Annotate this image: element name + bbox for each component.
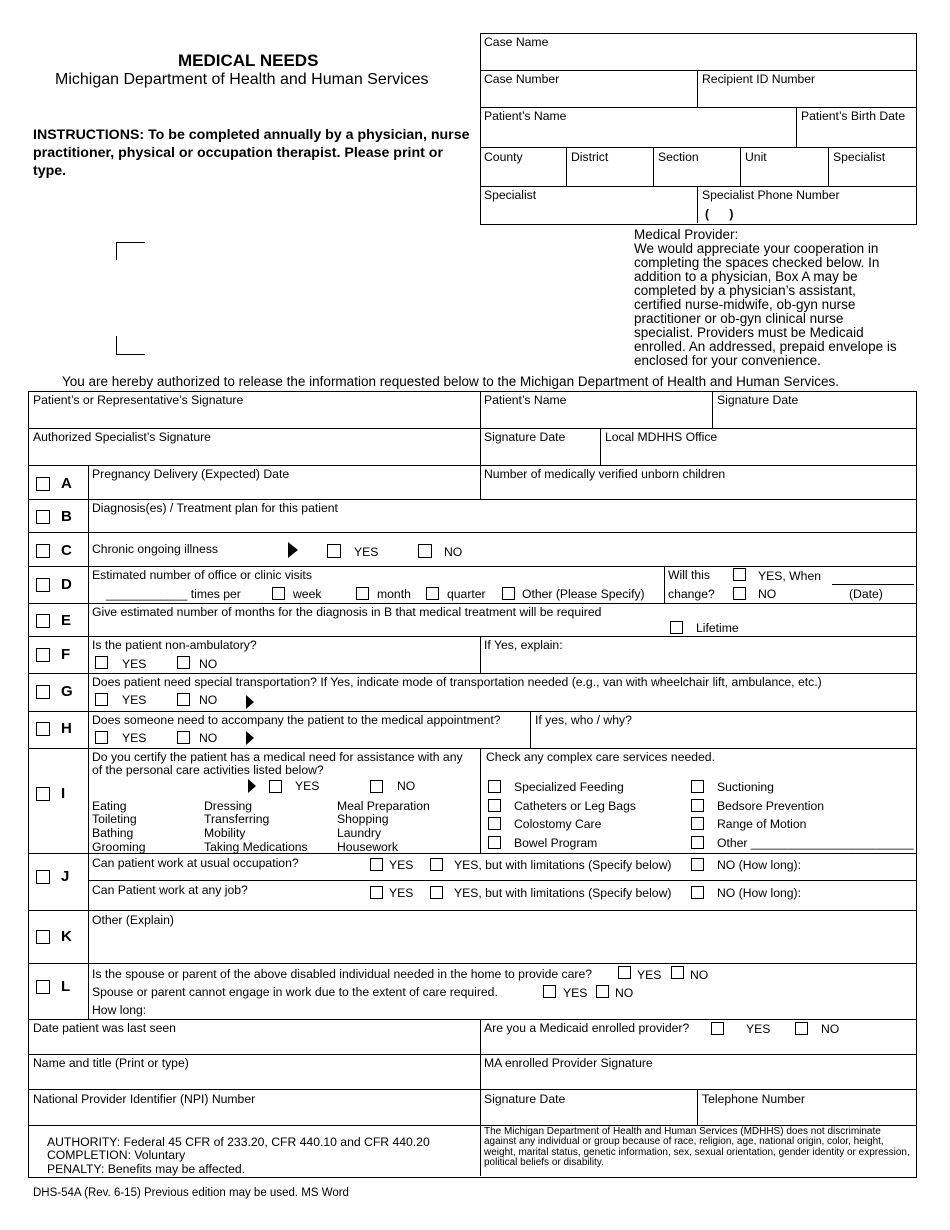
section-i-letter: I [61,785,66,802]
transportation-yes-label: YES [122,693,147,707]
phone-parens: ( ) [705,207,734,221]
section-a-letter: A [61,475,72,492]
usual-occupation-limited-checkbox[interactable] [430,858,443,871]
personal-care-yes-label: YES [295,779,320,793]
who-why-input[interactable] [535,729,910,745]
section-j-letter: J [61,868,70,885]
activity-item: Housework [337,840,398,854]
specialist-code-label: Specialist [833,150,886,164]
nondiscrimination-notice: The Michigan Department of Health and Human Services (MDHHS) does not discriminate against any individual or group because of race, religion, age, national origin, color, height, weight, marital status, genetic information, sex, sexual orientation, gender identity or expression, political beliefs or disability. [484,1126,910,1168]
colostomy-checkbox[interactable] [488,817,501,830]
accompany-label: Does someone need to accompany the patient to the medical appointment? [92,713,501,727]
visits-label: Estimated number of office or clinic visits [92,568,312,582]
specialist-phone-label: Specialist Phone Number [702,188,840,202]
accompany-no-label: NO [199,731,218,745]
caregiver-work-label: Spouse or parent cannot engage in work due to the extent of care required. [92,985,498,999]
ma-signature-input[interactable] [484,1072,909,1087]
suctioning-checkbox[interactable] [691,780,704,793]
transportation-yes-checkbox[interactable] [95,693,108,706]
provider-note [634,228,897,368]
week-label: week [293,587,322,601]
sig-patient-name-label: Patient’s Name [484,393,567,407]
telephone-label: Telephone Number [702,1092,805,1106]
authority-text: AUTHORITY: Federal 45 CFR of 233.20, CFR 440.10 and CFR 440.20 [47,1135,430,1149]
case-number-input[interactable] [484,89,689,105]
section-label: Section [658,150,699,164]
month-checkbox[interactable] [356,587,369,600]
unit-label: Unit [745,150,767,164]
last-seen-label: Date patient was last seen [33,1021,176,1035]
diagnosis-label: Diagnosis(es) / Treatment plan for this patient [92,501,338,515]
any-job-yes-checkbox[interactable] [370,886,383,899]
activity-item: Meal Preparation [337,799,430,813]
bedsore-checkbox[interactable] [691,799,704,812]
medicaid-enrolled-label: Are you a Medicaid enrolled provider? [484,1021,690,1035]
non-ambulatory-yes-label: YES [122,657,147,671]
provider-note-line: certified nurse-midwife, ob-gyn nurse [634,297,856,312]
medicaid-no-checkbox[interactable] [795,1022,808,1035]
week-checkbox[interactable] [272,587,285,600]
change-label: change? [668,587,715,601]
chronic-yes-checkbox[interactable] [327,544,341,558]
section-l-checkbox[interactable] [36,980,50,994]
caregiver-work-yes-label: YES [563,986,588,1000]
name-title-input[interactable] [33,1072,473,1087]
section-g-letter: G [61,683,73,700]
chronic-no-label: NO [444,545,463,559]
patient-birth-date-label: Patient’s Birth Date [801,109,906,123]
chronic-yes-label: YES [354,545,379,559]
change-date-label: (Date) [849,587,883,601]
catheters-checkbox[interactable] [488,799,501,812]
non-ambulatory-no-label: NO [199,657,218,671]
signature-date-input[interactable] [717,410,909,426]
complex-care-item: Catheters or Leg Bags [514,799,636,813]
personal-care-no-checkbox[interactable] [370,780,383,793]
section-c-letter: C [61,542,72,559]
penalty-text: PENALTY: Benefits may be affected. [47,1162,246,1176]
complex-care-item: Colostomy Care [514,817,602,831]
transportation-no-label: NO [199,693,218,707]
section-i-checkbox[interactable] [36,787,50,801]
accompany-no-checkbox[interactable] [177,731,190,744]
complex-care-item: Other ________________________ [717,836,914,850]
activity-item: Mobility [204,826,246,840]
quarter-checkbox[interactable] [426,587,439,600]
district-label: District [571,150,609,164]
non-ambulatory-label: Is the patient non-ambulatory? [92,638,257,652]
other-explain-input[interactable] [92,930,910,958]
complex-care-item: Bowel Program [514,836,598,850]
any-job-no-label: NO (How long): [717,886,801,900]
any-job-limited-checkbox[interactable] [430,886,443,899]
any-job-limited-label: YES, but with limitations (Specify below) [454,886,672,900]
medicaid-yes-label: YES [746,1022,771,1036]
caregiver-work-no-label: NO [615,986,634,1000]
accompany-yes-label: YES [122,731,147,745]
change-no-label: NO [758,587,777,601]
activity-item: Eating [92,799,127,813]
activity-item: Bathing [92,826,134,840]
provider-note-line: enclosed for your convenience. [634,353,821,368]
specialist-signature-date-label: Signature Date [484,430,566,444]
other-explain-label: Other (Explain) [92,913,174,927]
activity-item: Laundry [337,826,382,840]
section-d-letter: D [61,576,72,593]
section-d-checkbox[interactable] [36,578,50,592]
section-h-letter: H [61,720,72,737]
section-f-checkbox[interactable] [36,648,50,662]
patient-name-label: Patient’s Name [484,109,567,123]
other-complex-checkbox[interactable] [691,836,704,849]
any-job-yes-label: YES [389,886,414,900]
instructions: INSTRUCTIONS: To be completed annually by a physician, nurse practitioner, physical or occupation therapist. Please print or type. [33,127,470,179]
complex-care-item: Bedsore Prevention [717,799,825,813]
how-long-label: How long: [92,1003,147,1017]
transportation-label: Does patient need special transportation? If Yes, indicate mode of transportation needed (e.g., van with wheelchair lift, ambulance, etc.) [92,675,822,689]
section-h-checkbox[interactable] [36,722,50,736]
provider-note-line: We would appreciate your cooperation in [634,241,879,256]
section-k-checkbox[interactable] [36,930,50,944]
caregiver-needed-yes-label: YES [637,968,662,982]
caregiver-work-no-checkbox[interactable] [596,985,609,998]
provider-note-heading: Medical Provider: [634,227,739,242]
usual-occupation-yes-label: YES [389,858,414,872]
chronic-no-checkbox[interactable] [418,544,432,558]
patient-rep-signature-label: Patient’s or Representative’s Signature [33,393,244,407]
lifetime-label: Lifetime [696,621,739,635]
medicaid-yes-checkbox[interactable] [711,1022,724,1035]
section-b-letter: B [61,508,72,525]
who-why-label: If yes, who / why? [535,713,632,727]
provider-signature-date-label: Signature Date [484,1092,566,1106]
arrow-right-icon [248,779,256,793]
change-yes-when-label: YES, When [758,569,821,583]
provider-note-line: completed by a physician’s assistant, [634,283,856,298]
section-l-letter: L [61,978,71,995]
complex-care-item: Range of Motion [717,817,807,831]
usual-occupation-label: Can patient work at usual occupation? [92,856,299,870]
activity-item: Grooming [92,840,146,854]
personal-care-yes-checkbox[interactable] [269,780,282,793]
section-a-checkbox[interactable] [36,477,50,491]
how-long-input[interactable] [155,1002,455,1017]
non-ambulatory-yes-checkbox[interactable] [95,656,108,669]
accompany-yes-checkbox[interactable] [95,731,108,744]
section-e-letter: E [61,612,72,629]
quarter-label: quarter [447,587,486,601]
form-title: MEDICAL NEEDS [178,51,319,70]
personal-care-question-line2: of the personal care activities listed below? [92,763,324,777]
patient-birth-date-input[interactable] [801,127,911,143]
npi-input[interactable] [33,1108,473,1123]
arrow-right-icon [288,542,298,558]
recipient-id-input[interactable] [702,89,907,105]
auth-specialist-signature-input[interactable] [33,447,473,463]
delivery-date-label: Pregnancy Delivery (Expected) Date [92,467,290,481]
last-seen-input[interactable] [33,1037,473,1052]
form-id: DHS-54A (Rev. 6-15) Previous edition may be used. MS Word [33,1187,349,1199]
activity-item: Toileting [92,812,137,826]
case-name-input[interactable] [484,52,909,68]
specialist-label: Specialist [484,188,537,202]
signature-date-label: Signature Date [717,393,799,407]
name-title-label: Name and title (Print or type) [33,1056,189,1070]
explain-input[interactable] [484,654,909,670]
local-office-label: Local MDHHS Office [605,430,718,444]
activity-item: Transferring [204,812,270,826]
county-label: County [484,150,523,164]
usual-occupation-no-checkbox[interactable] [691,858,704,871]
month-label: month [377,587,411,601]
unborn-children-label: Number of medically verified unborn children [484,467,726,481]
activity-item: Shopping [337,812,389,826]
chronic-illness-label: Chronic ongoing illness [92,542,219,556]
caregiver-needed-label: Is the spouse or parent of the above disabled individual needed in the home to provide care? [92,967,593,981]
sig-patient-name-input[interactable] [484,410,706,426]
caregiver-needed-no-checkbox[interactable] [671,966,684,979]
medicaid-no-label: NO [821,1022,840,1036]
local-office-input[interactable] [605,447,910,463]
agency-name: Michigan Department of Health and Human Services [55,71,429,88]
personal-care-no-label: NO [397,779,416,793]
lifetime-checkbox[interactable] [670,621,683,634]
case-number-label: Case Number [484,72,560,86]
diagnosis-input[interactable] [92,516,910,530]
arrow-right-icon [246,695,254,709]
activity-item: Taking Medications [204,840,308,854]
complex-care-item: Suctioning [717,780,774,794]
usual-occupation-yes-checkbox[interactable] [370,858,383,871]
any-job-label: Can Patient work at any job? [92,883,248,897]
activity-item: Dressing [204,799,253,813]
usual-occupation-no-label: NO (How long): [717,858,801,872]
provider-signature-date-input[interactable] [484,1108,689,1123]
provider-note-line: specialist. Providers must be Medicaid [634,325,864,340]
patient-rep-signature-input[interactable] [33,410,473,426]
section-e-checkbox[interactable] [36,614,50,628]
times-per-label: ____________ times per [106,587,241,601]
provider-note-line: practitioner or ob-gyn clinical nurse [634,311,844,326]
section-f-letter: F [61,646,71,663]
specialized-feeding-checkbox[interactable] [488,780,501,793]
non-ambulatory-no-checkbox[interactable] [177,656,190,669]
usual-occupation-limited-label: YES, but with limitations (Specify below) [454,858,672,872]
treatment-months-label: Give estimated number of months for the diagnosis in B that medical treatment will be required [92,605,602,619]
provider-note-line: enrolled. An addressed, prepaid envelope is [634,339,897,354]
npi-label: National Provider Identifier (NPI) Number [33,1092,256,1106]
provider-note-line: completing the spaces checked below. In [634,255,880,270]
explain-label: If Yes, explain: [484,638,563,652]
bowel-program-checkbox[interactable] [488,836,501,849]
specialist-signature-date-input[interactable] [484,447,594,463]
telephone-input[interactable] [702,1108,909,1123]
other-frequency-label: Other (Please Specify) [522,587,645,601]
change-yes-checkbox[interactable] [733,568,746,581]
section-g-checkbox[interactable] [36,685,50,699]
caregiver-needed-no-label: NO [690,968,709,982]
recipient-id-label: Recipient ID Number [702,72,816,86]
completion-text: COMPLETION: Voluntary [47,1148,186,1162]
caregiver-needed-yes-checkbox[interactable] [618,966,631,979]
caregiver-work-yes-checkbox[interactable] [543,985,556,998]
personal-care-question-line1: Do you certify the patient has a medical need for assistance with any [92,750,463,764]
specialist-input[interactable] [484,205,689,221]
complex-care-heading: Check any complex care services needed. [486,750,715,764]
change-no-checkbox[interactable] [733,587,746,600]
section-c-checkbox[interactable] [36,544,50,558]
range-of-motion-checkbox[interactable] [691,817,704,830]
case-name-label: Case Name [484,35,549,49]
authorization-statement: You are hereby authorized to release the information requested below to the Michigan Department of Health and Human Services. [62,374,839,389]
patient-name-input[interactable] [484,127,789,143]
transportation-no-checkbox[interactable] [177,693,190,706]
section-k-letter: K [61,928,72,945]
section-j-checkbox[interactable] [36,870,50,884]
any-job-no-checkbox[interactable] [691,886,704,899]
provider-note-line: addition to a physician, Box A may be [634,269,858,284]
will-this-label: Will this [668,568,710,582]
ma-signature-label: MA enrolled Provider Signature [484,1056,653,1070]
other-frequency-checkbox[interactable] [502,587,515,600]
complex-care-item: Specialized Feeding [514,780,624,794]
arrow-right-icon [246,731,254,745]
auth-specialist-signature-label: Authorized Specialist’s Signature [33,430,211,444]
section-b-checkbox[interactable] [36,510,50,524]
